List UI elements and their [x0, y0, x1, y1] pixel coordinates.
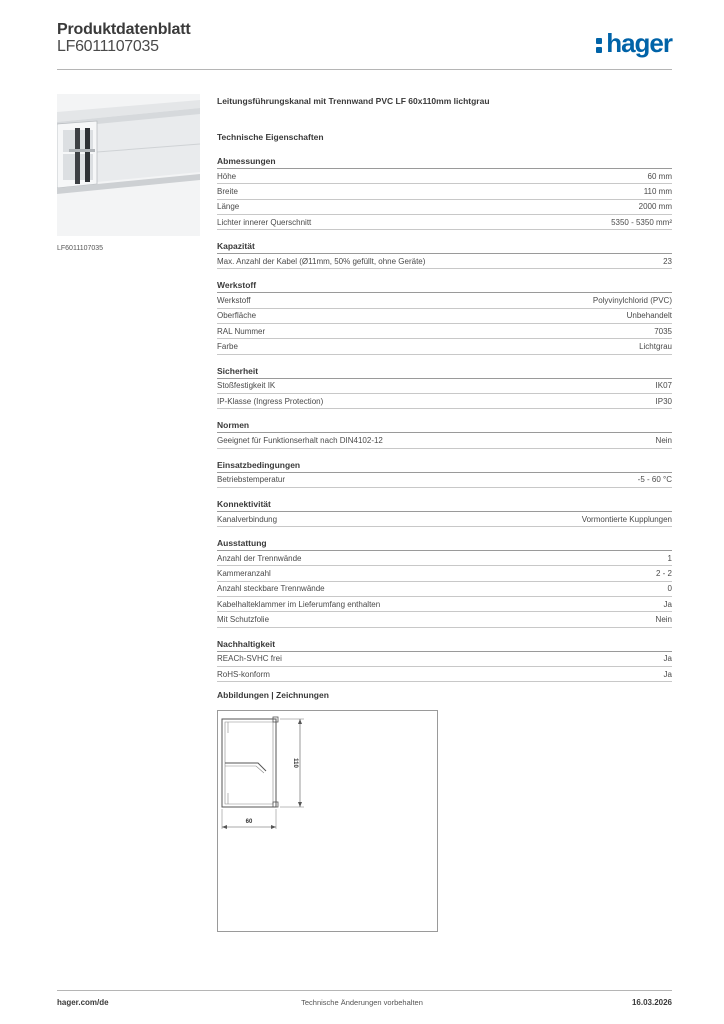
- spec-row: [217, 512, 672, 527]
- spec-value: 110 mm: [643, 186, 672, 196]
- dimension-width-label: 60: [245, 819, 253, 825]
- logo-colon-mark: [596, 34, 605, 53]
- spec-section: [217, 279, 672, 354]
- spec-section: [217, 459, 672, 488]
- section-title: Kapazität: [217, 240, 672, 254]
- spec-value: Vormontierte Kupplungen: [581, 514, 672, 524]
- spec-value: Ja: [663, 669, 672, 679]
- cross-section-drawing: [218, 711, 437, 931]
- spec-row: [217, 339, 672, 354]
- spec-sections: [217, 155, 672, 682]
- spec-section: [217, 155, 672, 230]
- spec-value: 23: [663, 256, 672, 266]
- spec-row: [217, 379, 672, 394]
- spec-value: IK07: [655, 381, 672, 391]
- spec-value: Ja: [663, 599, 672, 609]
- photo-caption: LF6011107035: [57, 245, 104, 252]
- spec-label: Kanalverbindung: [217, 514, 278, 524]
- product-code: LF6011107035: [57, 38, 159, 55]
- product-name: Leitungsführungskanal mit Trennwand PVC LF 60x110mm lichtgrau: [217, 96, 490, 106]
- hager-logo[interactable]: [596, 28, 672, 58]
- spec-section: [217, 419, 672, 448]
- footer-divider: [57, 990, 672, 991]
- footer-notice: Technische Änderungen vorbehalten: [301, 998, 423, 1007]
- spec-label: Stoßfestigkeit IK: [217, 381, 276, 391]
- spec-label: RAL Nummer: [217, 326, 266, 336]
- spec-value: 2 - 2: [655, 569, 672, 579]
- spec-label: Anzahl steckbare Trennwände: [217, 584, 325, 594]
- spec-row: [217, 582, 672, 597]
- spec-value: Polyvinylchlorid (PVC): [592, 296, 672, 306]
- spec-label: Geeignet für Funktionserhalt nach DIN4102-12: [217, 435, 383, 445]
- spec-row: [217, 309, 672, 324]
- spec-row: [217, 433, 672, 448]
- spec-label: RoHS-konform: [217, 669, 270, 679]
- spec-value: 1: [667, 553, 672, 563]
- section-title: Konnektivität: [217, 498, 672, 512]
- spec-label: Kabelhalteklammer im Lieferumfang enthalten: [217, 599, 381, 609]
- spec-row: [217, 612, 672, 627]
- spec-section: [217, 498, 672, 527]
- spec-label: Max. Anzahl der Kabel (Ø11mm, 50% gefüllt, ohne Geräte): [217, 256, 426, 266]
- section-title: Werkstoff: [217, 279, 672, 293]
- spec-label: Anzahl der Trennwände: [217, 553, 302, 563]
- document-title: Produktdatenblatt: [57, 21, 191, 38]
- section-title: Normen: [217, 419, 672, 433]
- spec-row: [217, 473, 672, 488]
- technical-properties-heading: Technische Eigenschaften: [217, 132, 324, 142]
- spec-row: [217, 200, 672, 215]
- spec-label: Breite: [217, 186, 238, 196]
- spec-value: 7035: [654, 326, 672, 336]
- spec-value: 2000 mm: [638, 202, 672, 212]
- spec-label: Betriebstemperatur: [217, 475, 286, 485]
- spec-label: Mit Schutzfolie: [217, 614, 270, 624]
- spec-value: Unbehandelt: [626, 311, 672, 321]
- spec-row: [217, 215, 672, 230]
- spec-label: Werkstoff: [217, 296, 251, 306]
- spec-label: Lichter innerer Querschnitt: [217, 217, 312, 227]
- footer-date: 16.03.2026: [631, 998, 672, 1007]
- spec-value: 0: [667, 584, 672, 594]
- spec-row: [217, 254, 672, 269]
- section-title: Einsatzbedingungen: [217, 459, 672, 473]
- spec-section: [217, 638, 672, 683]
- header-divider: [57, 69, 672, 70]
- spec-label: IP-Klasse (Ingress Protection): [217, 396, 324, 406]
- footer-website-link[interactable]: hager.com/de: [57, 998, 109, 1007]
- specifications: [217, 94, 672, 682]
- spec-row: [217, 652, 672, 667]
- spec-label: Höhe: [217, 171, 237, 181]
- spec-value: Lichtgrau: [639, 342, 672, 352]
- spec-row: [217, 597, 672, 612]
- spec-row: [217, 169, 672, 184]
- section-title: Sicherheit: [217, 365, 672, 379]
- drawings-heading: Abbildungen | Zeichnungen: [217, 690, 329, 700]
- spec-label: Oberfläche: [217, 311, 257, 321]
- spec-row: [217, 551, 672, 566]
- logo-text: hager: [606, 28, 672, 58]
- spec-row: [217, 394, 672, 409]
- dimension-height-label: 110: [292, 758, 298, 768]
- spec-row: [217, 566, 672, 581]
- section-title: Abmessungen: [217, 155, 672, 169]
- product-photo: [57, 94, 200, 236]
- spec-value: Ja: [663, 654, 672, 664]
- spec-section: [217, 365, 672, 410]
- spec-label: REACh-SVHC frei: [217, 654, 282, 664]
- spec-row: [217, 184, 672, 199]
- spec-value: -5 - 60 °C: [637, 475, 672, 485]
- cable-duct-illustration: [57, 94, 200, 236]
- spec-row: [217, 324, 672, 339]
- spec-value: Nein: [655, 435, 672, 445]
- spec-value: IP30: [655, 396, 672, 406]
- spec-section: [217, 537, 672, 627]
- spec-value: 5350 - 5350 mm²: [611, 217, 672, 227]
- spec-value: Nein: [655, 614, 672, 624]
- spec-label: Kammeranzahl: [217, 569, 271, 579]
- spec-label: Länge: [217, 202, 240, 212]
- spec-row: [217, 293, 672, 308]
- technical-drawing: [217, 710, 438, 932]
- spec-label: Farbe: [217, 342, 238, 352]
- section-title: Nachhaltigkeit: [217, 638, 672, 652]
- spec-row: [217, 667, 672, 682]
- section-title: Ausstattung: [217, 537, 672, 551]
- spec-section: [217, 240, 672, 269]
- spec-value: 60 mm: [647, 171, 672, 181]
